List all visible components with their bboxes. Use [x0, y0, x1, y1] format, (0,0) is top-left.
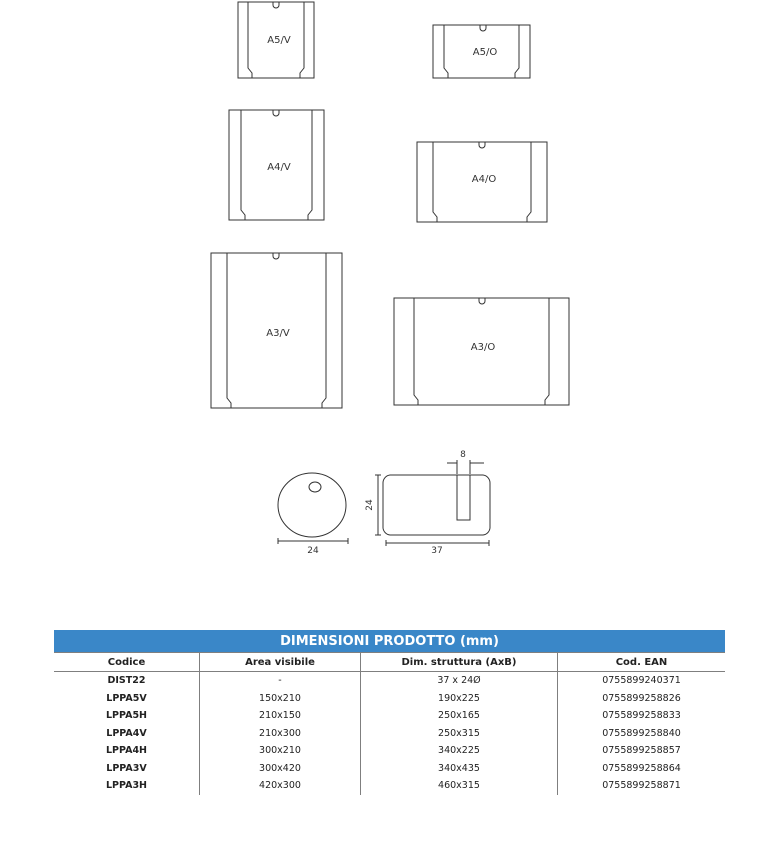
spacer-side-view — [375, 460, 490, 546]
frame-a3o-label: A3/O — [470, 342, 496, 353]
cell-code: LPPA5H — [105, 710, 148, 722]
cell-code: LPPA5V — [106, 692, 147, 704]
table-row — [54, 760, 725, 778]
cell-structure: 250x165 — [361, 707, 558, 725]
cell-ean: 0755899258864 — [558, 760, 726, 778]
cell-code: DIST22 — [107, 675, 146, 687]
frame-a5o-label: A5/O — [472, 47, 498, 58]
table-row — [54, 777, 725, 795]
cell-ean: 0755899258871 — [558, 777, 726, 795]
cell-code: LPPA3V — [106, 762, 147, 774]
frame-a4o-label: A4/O — [471, 174, 497, 185]
cell-code: LPPA3H — [105, 780, 148, 792]
length-label: 37 — [431, 546, 443, 556]
frame-a3v-label: A3/V — [266, 328, 290, 339]
header-codice: Codice — [54, 653, 200, 672]
product-dimensions-table — [54, 630, 725, 795]
cell-area: 420x300 — [200, 777, 361, 795]
cell-ean: 0755899258826 — [558, 690, 726, 708]
cell-ean: 0755899258833 — [558, 707, 726, 725]
cell-code: LPPA4H — [105, 745, 148, 757]
table-row — [54, 672, 725, 690]
cell-area: 300x420 — [200, 760, 361, 778]
cell-ean: 0755899258857 — [558, 742, 726, 760]
table-row — [54, 725, 725, 743]
cell-area: 300x210 — [200, 742, 361, 760]
frame-a4v-label: A4/V — [267, 162, 291, 173]
header-cod-ean: Cod. EAN — [558, 653, 726, 672]
table-row — [54, 690, 725, 708]
cell-ean: 0755899258840 — [558, 725, 726, 743]
table-row — [54, 742, 725, 760]
cell-ean: 0755899240371 — [558, 672, 726, 690]
frame-a5v-label: A5/V — [267, 35, 291, 46]
cell-structure: 250x315 — [361, 725, 558, 743]
cell-structure: 190x225 — [361, 690, 558, 708]
cell-area: 210x300 — [200, 725, 361, 743]
slot-width-label: 8 — [460, 450, 466, 460]
cell-structure: 37 x 24Ø — [361, 672, 558, 690]
header-dim-struttura: Dim. struttura (AxB) — [361, 653, 558, 672]
cell-structure: 460x315 — [361, 777, 558, 795]
spacer-front-view — [278, 473, 348, 544]
table-header-row — [54, 653, 725, 672]
cell-area: 150x210 — [200, 690, 361, 708]
height-label: 24 — [365, 499, 375, 511]
cell-area: 210x150 — [200, 707, 361, 725]
table-title: DIMENSIONI PRODOTTO (mm) — [54, 630, 725, 653]
disc-diameter-label: 24 — [307, 546, 319, 556]
header-area-visibile: Area visibile — [200, 653, 361, 672]
cell-area: - — [200, 672, 361, 690]
cell-code: LPPA4V — [106, 727, 147, 739]
cell-structure: 340x225 — [361, 742, 558, 760]
table-row — [54, 707, 725, 725]
cell-structure: 340x435 — [361, 760, 558, 778]
